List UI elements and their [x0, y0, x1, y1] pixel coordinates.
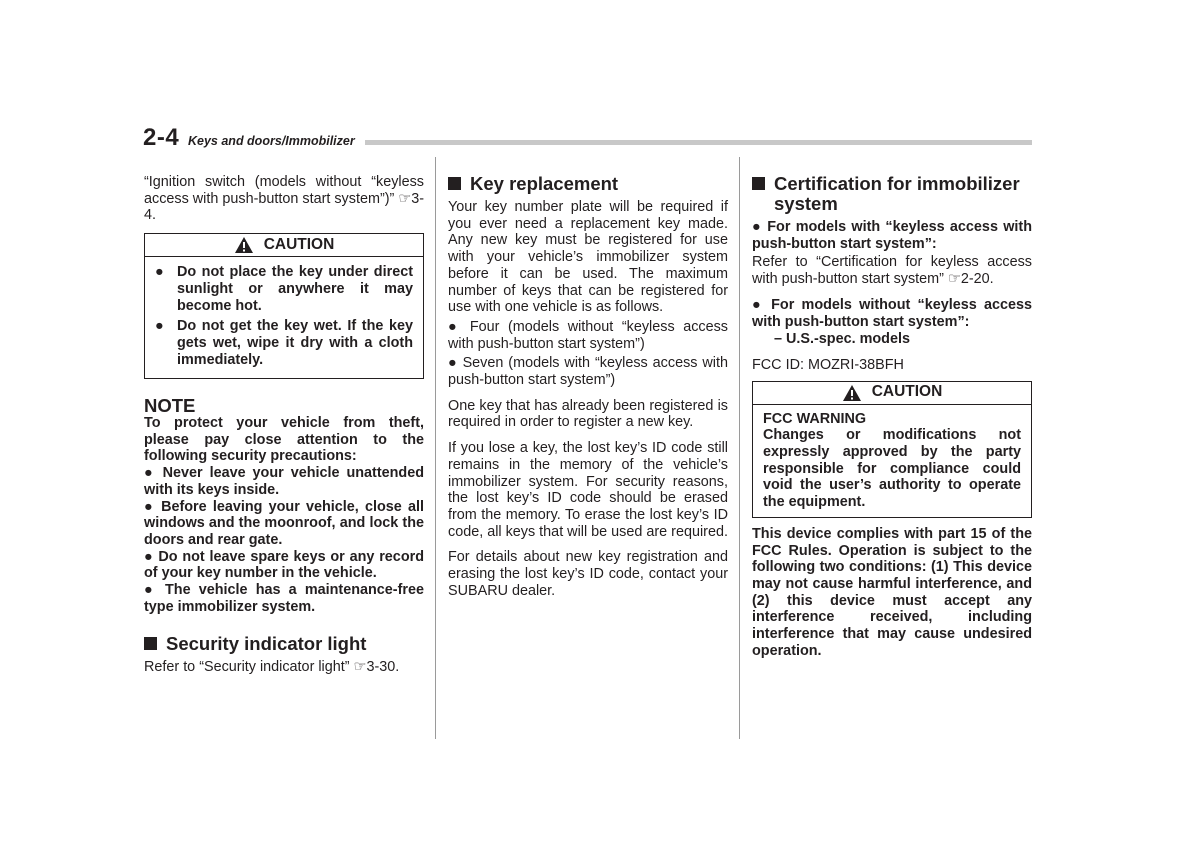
- warning-icon: [234, 236, 254, 254]
- paragraph: Refer to “Certification for keyless access with push-button start system” ☞2-20.: [752, 254, 1032, 288]
- section-square-icon: [752, 177, 765, 190]
- subheading: ● For models without “keyless access with push-button start system”:: [752, 296, 1032, 330]
- column-3: [752, 174, 1032, 659]
- column-divider: [435, 157, 436, 739]
- caution-item: ● Do not get the key wet. If the key gets wet, wipe it dry with a cloth immediately.: [155, 318, 413, 368]
- note-text: To protect your vehicle from theft, please pay close attention to the following security precautions:: [144, 415, 424, 465]
- warning-icon: [842, 384, 862, 402]
- note-item: ● Before leaving your vehicle, close all windows and the moonroof, and lock the doors and rear gate.: [144, 498, 424, 548]
- fcc-warning-text: Changes or modifications not expressly approved by the party responsible for compliance could void the user’s authority to operate the equipment.: [763, 427, 1021, 511]
- caution-body: [752, 405, 1032, 518]
- note-item: ● Never leave your vehicle unattended with its keys inside.: [144, 465, 424, 498]
- column-2: [448, 174, 728, 599]
- note-title: NOTE: [144, 395, 196, 417]
- paragraph: If you lose a key, the lost key’s ID code still remains in the memory of the vehicle’s immobilizer system. For security reasons, the lost key’s ID code should be erased from the memory. To erase the lost key’s ID code, all keys that will be used are required.: [448, 440, 728, 540]
- note-item: ● The vehicle has a maintenance-free type immobilizer system.: [144, 582, 424, 615]
- fcc-id: FCC ID: MOZRI-38BFH: [752, 356, 904, 373]
- note-item: ● Do not leave spare keys or any record of your key number in the vehicle.: [144, 548, 424, 582]
- caution-header: [144, 233, 424, 257]
- key-replacement-heading: Key replacement: [448, 174, 728, 194]
- list-item: ● Four (models without “keyless access with push-button start system”): [448, 318, 728, 352]
- caution-item: ● Do not place the key under direct sunlight or anywhere it may become hot.: [155, 264, 413, 314]
- security-heading: Security indicator light: [144, 634, 424, 654]
- subheading: ● For models with “keyless access with push-button start system”:: [752, 219, 1032, 252]
- security-text: Refer to “Security indicator light” ☞3-30.: [144, 659, 400, 676]
- page-number: 2-4: [143, 124, 180, 151]
- list-item: ● Seven (models with “keyless access with push-button start system”): [448, 355, 728, 389]
- section-square-icon: [448, 177, 461, 190]
- section-title: Keys and doors/Immobilizer: [188, 134, 355, 148]
- caution-label: CAUTION: [871, 383, 943, 401]
- paragraph: Your key number plate will be required if you ever need a replacement key made. Any new key must be registered for use with your vehicle’s immobilizer system before it can be used. The maximum number of keys that can be registered for use with one vehicle is as follows.: [448, 199, 728, 316]
- intro-text: “Ignition switch (models without “keyless access with push-button start system”)” ☞3-4.: [144, 174, 425, 224]
- column-1: [144, 174, 424, 676]
- caution-body: [144, 257, 424, 379]
- caution-label: CAUTION: [263, 235, 335, 253]
- header-rule: [365, 140, 1032, 145]
- paragraph: One key that has already been registered is required in order to register a new key.: [448, 397, 728, 431]
- column-divider: [739, 157, 740, 739]
- page-header: [143, 124, 1032, 152]
- caution-header: [752, 381, 1032, 405]
- paragraph: For details about new key registration and erasing the lost key’s ID code, contact your SUBARU dealer.: [448, 549, 728, 599]
- sub-item: – U.S.-spec. models: [774, 331, 910, 348]
- compliance-text: This device complies with part 15 of the FCC Rules. Operation is subject to the following two conditions: (1) This device may not cause harmful interference, and (2) this device must accept any interference received, including interference that may cause undesired operation.: [752, 525, 1032, 659]
- section-square-icon: [144, 637, 157, 650]
- certification-heading: Certification for immobilizer system: [752, 174, 1032, 214]
- fcc-warning-title: FCC WARNING: [763, 410, 867, 427]
